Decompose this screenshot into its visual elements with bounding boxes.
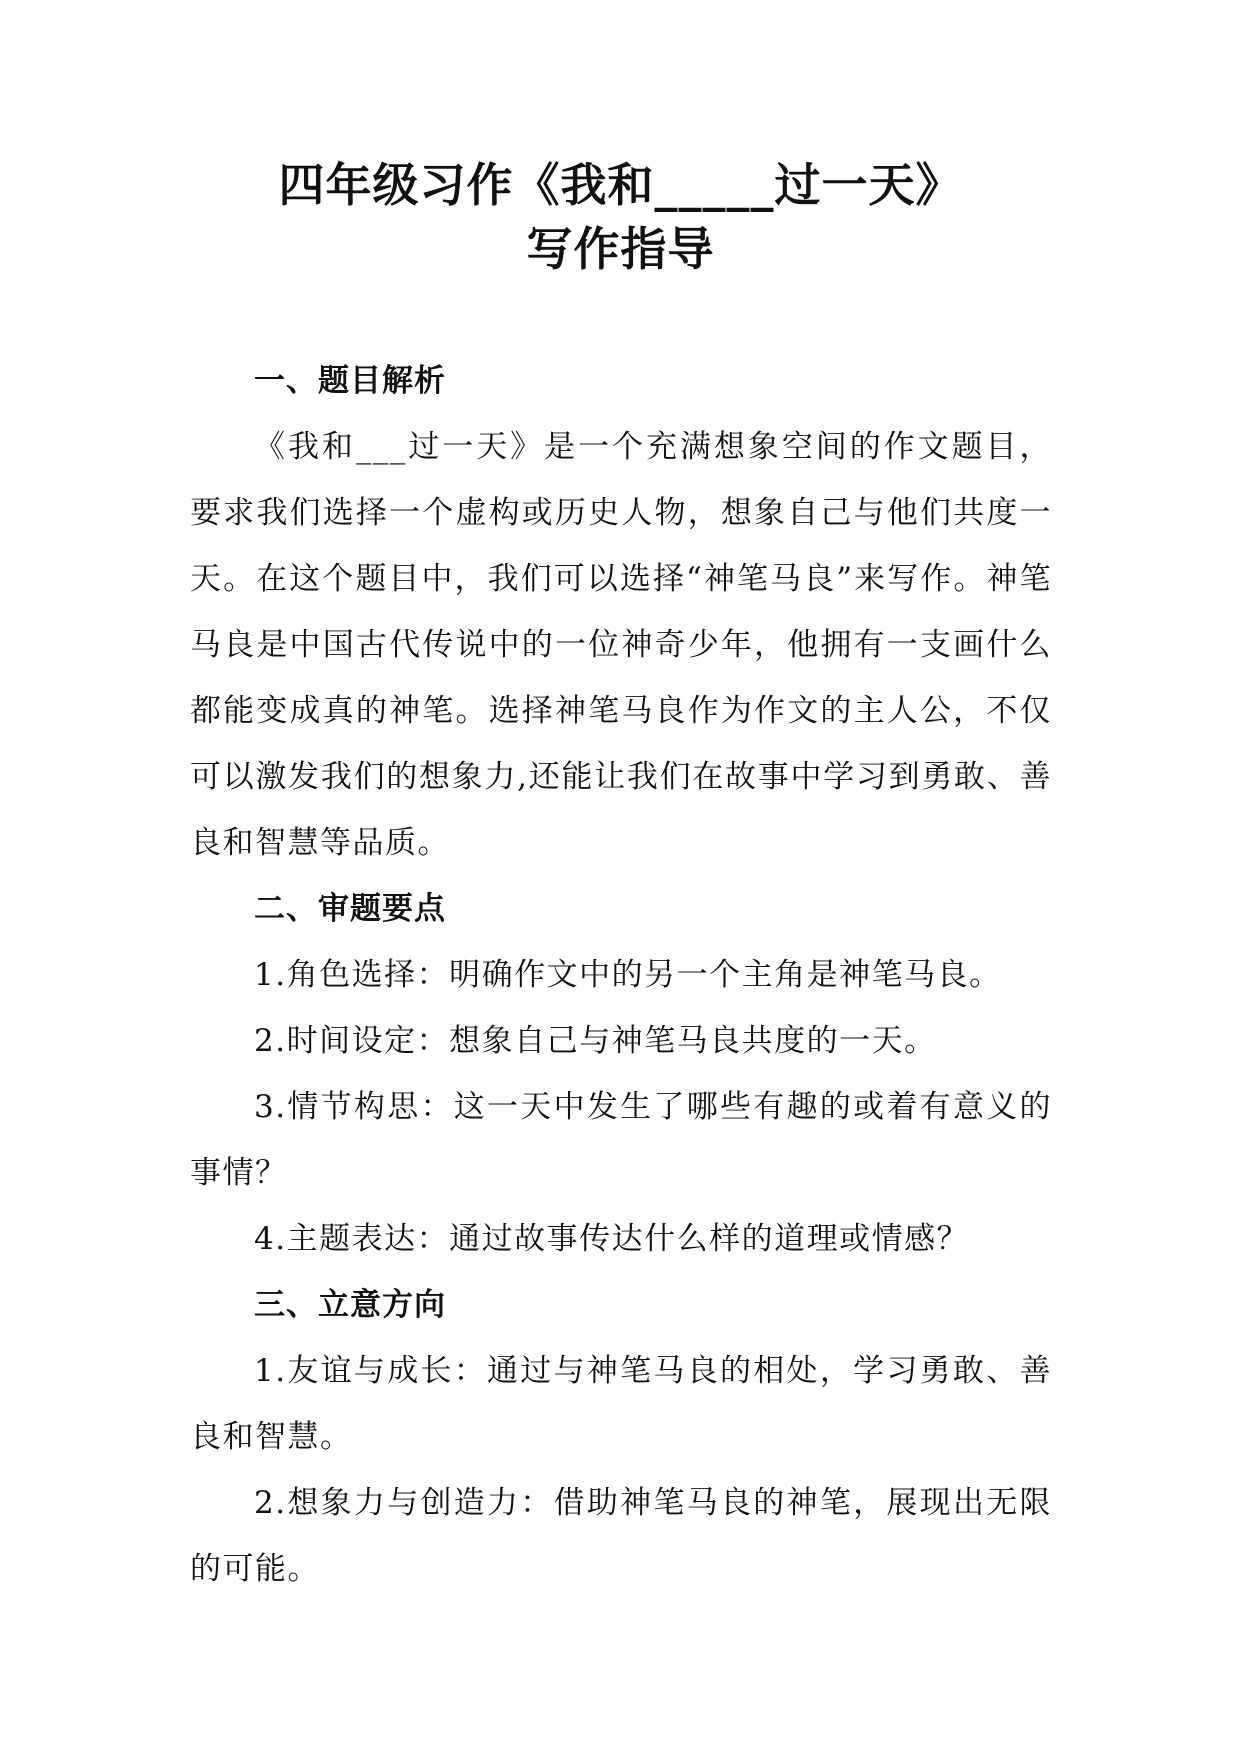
section-heading: 三、立意方向 [254,1287,446,1323]
list-item: 4.主题表达：通过故事传达什么样的道理或情感？ [254,1221,970,1257]
body-paragraph: 《我和___过一天》是一个充满想象空间的作文题目，要求我们选择一个虚构或历史人物，想象自己与他们共度一天。在这个题目中，我们可以选择“神笔马良”来写作。神笔马良是中国古代传说中的一位神奇少年，他拥有一支画什么都能变成真的神笔。选择神笔马良作为作文的主人公，不仅可以激发我们的想象力,还能让我们在故事中学习到勇敢、善良和智慧等品质。 [190,429,1052,861]
document-subtitle: 写作指导 [526,222,715,276]
section-theme-direction [190,1272,1052,1602]
document-body [190,348,1052,1602]
section-heading: 二、审题要点 [254,891,446,927]
document-title: 四年级习作《我和_____过一天》 [278,158,963,212]
list-item: 2.时间设定：想象自己与神笔马良共度的一天。 [254,1023,937,1059]
section-key-points [190,876,1052,1272]
list-item: 1.友谊与成长：通过与神笔马良的相处，学习勇敢、善良和智慧。 [190,1353,1052,1455]
list-item: 1.角色选择：明确作文中的另一个主角是神笔马良。 [254,957,1002,993]
list-item: 2.想象力与创造力：借助神笔马良的神笔，展现出无限的可能。 [190,1485,1052,1587]
section-heading: 一、题目解析 [254,363,446,399]
section-topic-analysis [190,348,1052,876]
list-item: 3.情节构思：这一天中发生了哪些有趣的或着有意义的事情？ [190,1089,1052,1191]
